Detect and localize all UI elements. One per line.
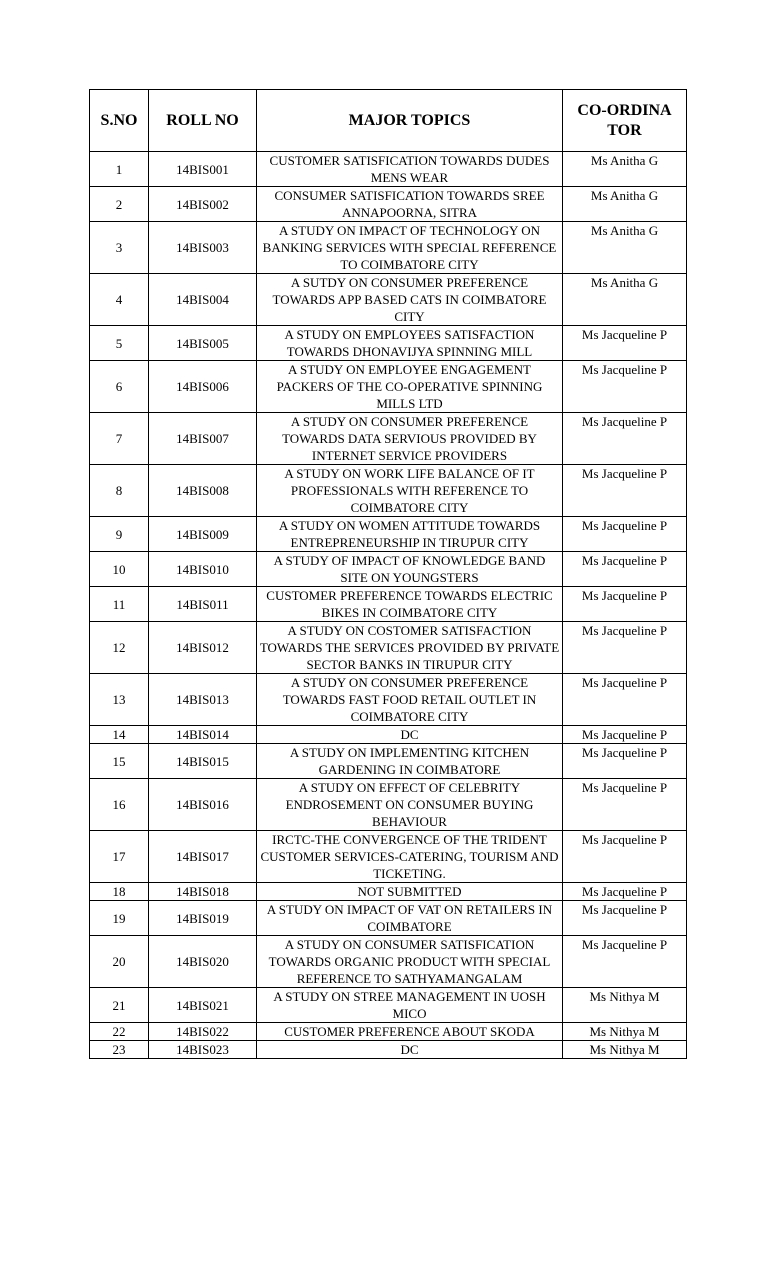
- roll-no-cell: 14BIS004: [149, 274, 257, 326]
- coordinator-cell: Ms Jacqueline P: [563, 587, 687, 622]
- roll-no-cell: 14BIS023: [149, 1041, 257, 1059]
- topic-cell: DC: [257, 1041, 563, 1059]
- coordinator-cell: Ms Jacqueline P: [563, 361, 687, 413]
- topic-cell: A STUDY ON EFFECT OF CELEBRITY ENDROSEMENT ON CONSUMER BUYING BEHAVIOUR: [257, 779, 563, 831]
- coordinator-cell: Ms Jacqueline P: [563, 779, 687, 831]
- table-row: [90, 326, 687, 361]
- coordinator-cell: Ms Jacqueline P: [563, 883, 687, 901]
- header-major-topics: MAJOR TOPICS: [257, 90, 563, 152]
- table-row: [90, 883, 687, 901]
- roll-no-cell: 14BIS022: [149, 1023, 257, 1041]
- coordinator-cell: Ms Nithya M: [563, 1041, 687, 1059]
- table-row: [90, 222, 687, 274]
- roll-no-cell: 14BIS014: [149, 726, 257, 744]
- topic-cell: A STUDY ON IMPACT OF VAT ON RETAILERS IN COIMBATORE: [257, 901, 563, 936]
- topic-cell: A STUDY ON WOMEN ATTITUDE TOWARDS ENTREPRENEURSHIP IN TIRUPUR CITY: [257, 517, 563, 552]
- coordinator-cell: Ms Jacqueline P: [563, 622, 687, 674]
- roll-no-cell: 14BIS006: [149, 361, 257, 413]
- sno-cell: 19: [90, 901, 149, 936]
- header-coordinator: CO-ORDINATOR: [563, 90, 687, 152]
- table-row: [90, 988, 687, 1023]
- topic-cell: A STUDY ON CONSUMER PREFERENCE TOWARDS FAST FOOD RETAIL OUTLET IN COIMBATORE CITY: [257, 674, 563, 726]
- coordinator-cell: Ms Jacqueline P: [563, 517, 687, 552]
- sno-cell: 15: [90, 744, 149, 779]
- topic-cell: NOT SUBMITTED: [257, 883, 563, 901]
- sno-cell: 6: [90, 361, 149, 413]
- coordinator-cell: Ms Anitha G: [563, 222, 687, 274]
- table-row: [90, 1041, 687, 1059]
- sno-cell: 16: [90, 779, 149, 831]
- topic-cell: CONSUMER SATISFICATION TOWARDS SREE ANNAPOORNA, SITRA: [257, 187, 563, 222]
- roll-no-cell: 14BIS020: [149, 936, 257, 988]
- roll-no-cell: 14BIS005: [149, 326, 257, 361]
- table-row: [90, 1023, 687, 1041]
- table-row: [90, 413, 687, 465]
- roll-no-cell: 14BIS021: [149, 988, 257, 1023]
- roll-no-cell: 14BIS013: [149, 674, 257, 726]
- roll-no-cell: 14BIS007: [149, 413, 257, 465]
- sno-cell: 13: [90, 674, 149, 726]
- sno-cell: 10: [90, 552, 149, 587]
- table-row: [90, 187, 687, 222]
- sno-cell: 21: [90, 988, 149, 1023]
- topic-cell: A STUDY ON CONSUMER PREFERENCE TOWARDS DATA SERVIOUS PROVIDED BY INTERNET SERVICE PROVIDERS: [257, 413, 563, 465]
- coordinator-cell: Ms Jacqueline P: [563, 674, 687, 726]
- roll-no-cell: 14BIS010: [149, 552, 257, 587]
- coordinator-cell: Ms Jacqueline P: [563, 936, 687, 988]
- topic-cell: CUSTOMER PREFERENCE TOWARDS ELECTRIC BIKES IN COIMBATORE CITY: [257, 587, 563, 622]
- roll-no-cell: 14BIS018: [149, 883, 257, 901]
- topic-cell: A STUDY ON WORK LIFE BALANCE OF IT PROFESSIONALS WITH REFERENCE TO COIMBATORE CITY: [257, 465, 563, 517]
- sno-cell: 4: [90, 274, 149, 326]
- header-roll-no: ROLL NO: [149, 90, 257, 152]
- coordinator-cell: Ms Jacqueline P: [563, 831, 687, 883]
- sno-cell: 17: [90, 831, 149, 883]
- roll-no-cell: 14BIS016: [149, 779, 257, 831]
- table-row: [90, 622, 687, 674]
- roll-no-cell: 14BIS008: [149, 465, 257, 517]
- topic-cell: A STUDY ON IMPLEMENTING KITCHEN GARDENING IN COIMBATORE: [257, 744, 563, 779]
- topic-cell: A STUDY OF IMPACT OF KNOWLEDGE BAND SITE ON YOUNGSTERS: [257, 552, 563, 587]
- coordinator-cell: Ms Jacqueline P: [563, 413, 687, 465]
- table-row: [90, 465, 687, 517]
- coordinator-cell: Ms Jacqueline P: [563, 744, 687, 779]
- topic-cell: IRCTC-THE CONVERGENCE OF THE TRIDENT CUSTOMER SERVICES-CATERING, TOURISM AND TICKETING.: [257, 831, 563, 883]
- coordinator-cell: Ms Nithya M: [563, 1023, 687, 1041]
- topic-cell: A STUDY ON EMPLOYEE ENGAGEMENT PACKERS OF THE CO-OPERATIVE SPINNING MILLS LTD: [257, 361, 563, 413]
- coordinator-cell: Ms Jacqueline P: [563, 552, 687, 587]
- topic-cell: A STUDY ON COSTOMER SATISFACTION TOWARDS THE SERVICES PROVIDED BY PRIVATE SECTOR BANKS IN TIRUPUR CITY: [257, 622, 563, 674]
- roll-no-cell: 14BIS001: [149, 152, 257, 187]
- table-row: [90, 361, 687, 413]
- topic-cell: DC: [257, 726, 563, 744]
- sno-cell: 23: [90, 1041, 149, 1059]
- topic-cell: A STUDY ON STREE MANAGEMENT IN UOSH MICO: [257, 988, 563, 1023]
- sno-cell: 7: [90, 413, 149, 465]
- sno-cell: 12: [90, 622, 149, 674]
- table-body: [90, 152, 687, 1059]
- coordinator-cell: Ms Jacqueline P: [563, 465, 687, 517]
- roll-no-cell: 14BIS017: [149, 831, 257, 883]
- sno-cell: 8: [90, 465, 149, 517]
- sno-cell: 14: [90, 726, 149, 744]
- roll-no-cell: 14BIS015: [149, 744, 257, 779]
- sno-cell: 9: [90, 517, 149, 552]
- sno-cell: 18: [90, 883, 149, 901]
- header-row: [90, 90, 687, 152]
- roll-no-cell: 14BIS009: [149, 517, 257, 552]
- header-sno: S.NO: [90, 90, 149, 152]
- roll-no-cell: 14BIS002: [149, 187, 257, 222]
- sno-cell: 3: [90, 222, 149, 274]
- table-row: [90, 901, 687, 936]
- roll-no-cell: 14BIS003: [149, 222, 257, 274]
- sno-cell: 5: [90, 326, 149, 361]
- coordinator-cell: Ms Jacqueline P: [563, 901, 687, 936]
- coordinator-cell: Ms Nithya M: [563, 988, 687, 1023]
- topics-table: [89, 89, 687, 1059]
- coordinator-cell: Ms Anitha G: [563, 152, 687, 187]
- topic-cell: A STUDY ON IMPACT OF TECHNOLOGY ON BANKING SERVICES WITH SPECIAL REFERENCE TO COIMBATORE CITY: [257, 222, 563, 274]
- topic-cell: CUSTOMER PREFERENCE ABOUT SKODA: [257, 1023, 563, 1041]
- topic-cell: CUSTOMER SATISFICATION TOWARDS DUDES MENS WEAR: [257, 152, 563, 187]
- sno-cell: 22: [90, 1023, 149, 1041]
- sno-cell: 11: [90, 587, 149, 622]
- roll-no-cell: 14BIS019: [149, 901, 257, 936]
- table-row: [90, 552, 687, 587]
- sno-cell: 2: [90, 187, 149, 222]
- table-row: [90, 779, 687, 831]
- table-row: [90, 674, 687, 726]
- sno-cell: 1: [90, 152, 149, 187]
- roll-no-cell: 14BIS011: [149, 587, 257, 622]
- coordinator-cell: Ms Jacqueline P: [563, 326, 687, 361]
- roll-no-cell: 14BIS012: [149, 622, 257, 674]
- coordinator-cell: Ms Jacqueline P: [563, 726, 687, 744]
- coordinator-cell: Ms Anitha G: [563, 274, 687, 326]
- table-row: [90, 936, 687, 988]
- topic-cell: A SUTDY ON CONSUMER PREFERENCE TOWARDS APP BASED CATS IN COIMBATORE CITY: [257, 274, 563, 326]
- sno-cell: 20: [90, 936, 149, 988]
- coordinator-cell: Ms Anitha G: [563, 187, 687, 222]
- table-row: [90, 587, 687, 622]
- table-row: [90, 831, 687, 883]
- table-row: [90, 744, 687, 779]
- topic-cell: A STUDY ON EMPLOYEES SATISFACTION TOWARDS DHONAVIJYA SPINNING MILL: [257, 326, 563, 361]
- table-row: [90, 726, 687, 744]
- table-row: [90, 152, 687, 187]
- topic-cell: A STUDY ON CONSUMER SATISFICATION TOWARDS ORGANIC PRODUCT WITH SPECIAL REFERENCE TO SATHYAMANGALAM: [257, 936, 563, 988]
- table-row: [90, 274, 687, 326]
- table-row: [90, 517, 687, 552]
